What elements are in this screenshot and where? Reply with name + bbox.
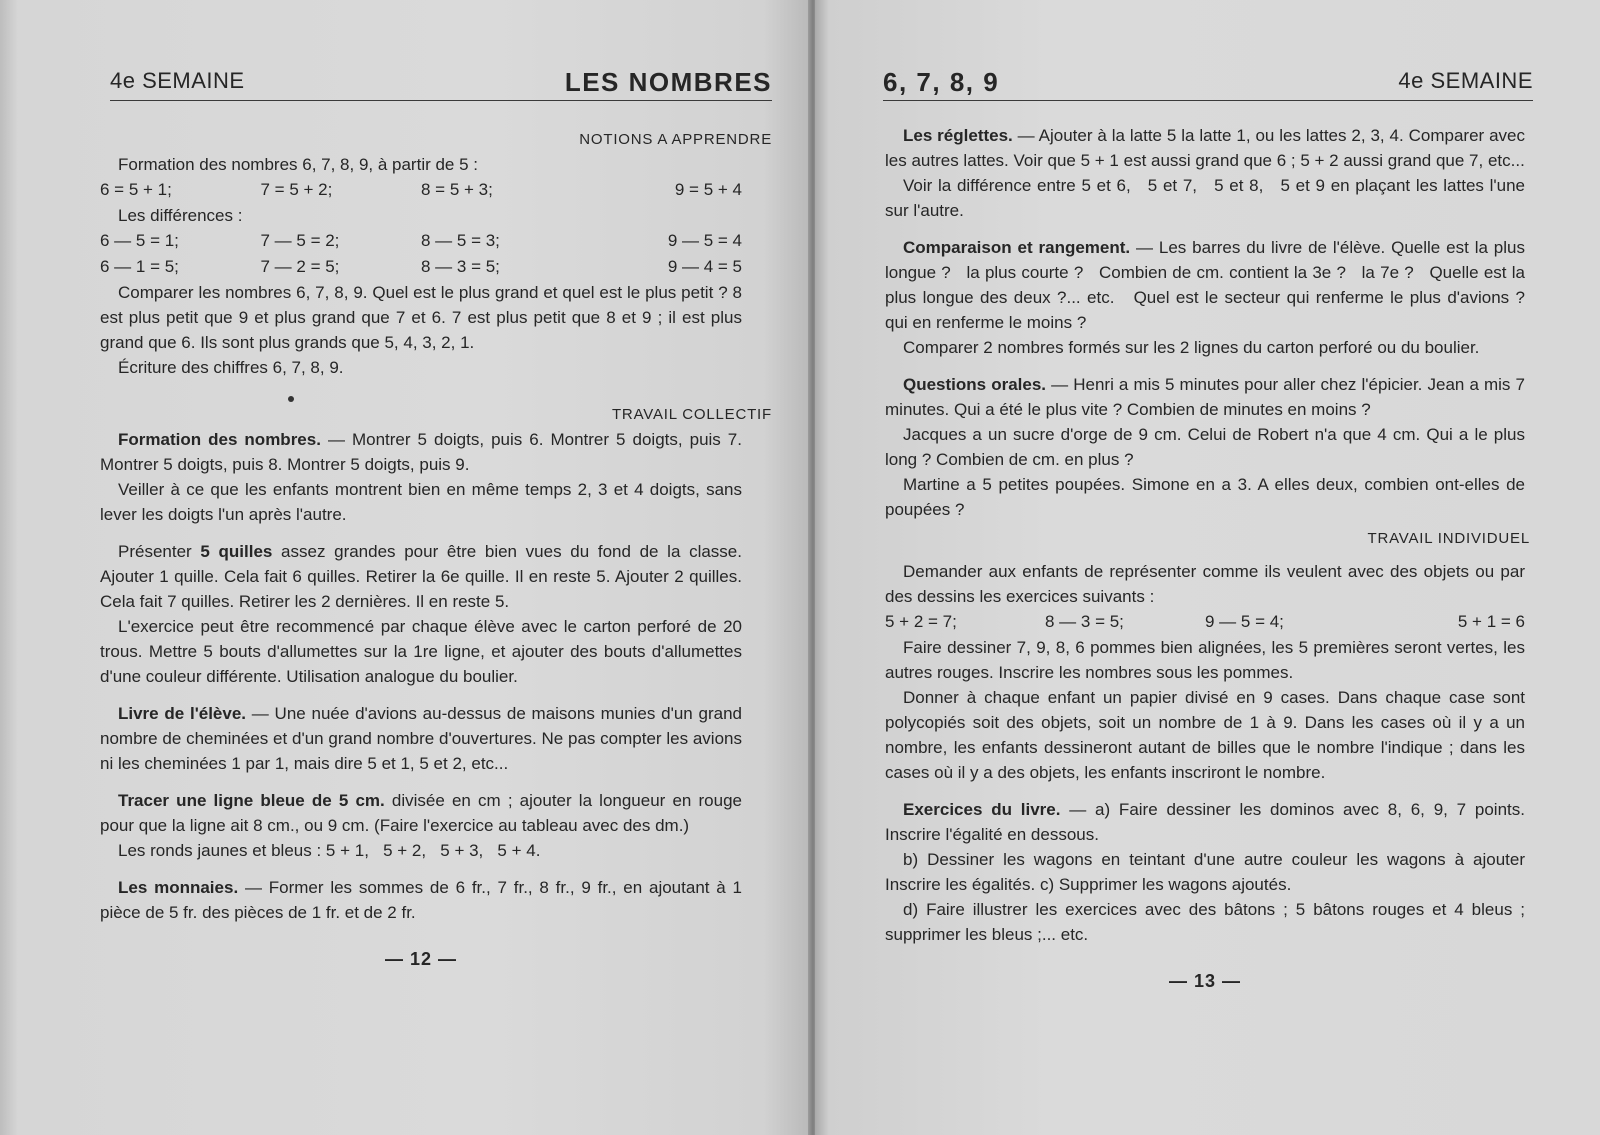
faire-paragraph: Faire dessiner 7, 9, 8, 6 pommes bien alignées, les 5 premières seront vertes, les autres rouges. Inscrire les nombres sous les pommes. [885,638,1525,682]
paragraph-lead: Formation des nombres. [118,430,321,449]
page-number: — 13 — [1168,971,1242,991]
equation: 5 + 2 = 7; [885,612,957,631]
equation: 8 — 3 = 5; [421,257,500,276]
page-title: LES NOMBRES [564,67,772,97]
page-title: 6, 7, 8, 9 [883,67,1000,97]
demander-paragraph: Demander aux enfants de représenter comme ils veulent avec des objets ou par des dessins les exercices suivants : [885,562,1525,606]
page-number: — 12 — [384,949,458,969]
right-page [815,0,1600,1135]
questions-paragraph [885,372,1525,422]
differences-row-2 [100,254,742,280]
equation: 8 — 3 = 5; [1045,612,1124,631]
exercise-equations [885,609,1525,635]
right-page-header [883,58,1533,101]
ecriture-paragraph: Écriture des chiffres 6, 7, 8, 9. [118,358,344,377]
week-label: 4e SEMAINE [110,68,245,93]
monnaies-paragraph [100,875,742,925]
equation: 7 — 2 = 5; [260,257,340,276]
differences-intro: Les différences : [118,206,243,225]
equation: 8 = 5 + 3; [421,180,493,199]
paragraph-lead: Questions orales. [903,375,1047,394]
comparer-paragraph: Comparer les nombres 6, 7, 8, 9. Quel est le plus grand et quel est le plus petit ? 8 est plus petit que 9 et plus grand que 7 et 6. 7 est plus petit que 8 et 9 ; il est plus grand que 6. Ils sont plus grands que 5, 4, 3, 2, 1. [100,283,742,352]
equation: 9 — 5 = 4; [1205,612,1284,631]
formation-paragraph [100,427,742,477]
equation: 7 — 5 = 2; [260,231,340,250]
section-label-collectif: TRAVAIL COLLECTIF [611,406,772,423]
exercices-paragraph [885,797,1525,847]
quilles-paragraph [100,539,742,614]
bullet-dot [288,396,294,402]
equation: 6 = 5 + 1; [100,180,172,199]
week-label: 4e SEMAINE [1398,68,1533,93]
paragraph-text: — Henri a mis 5 minutes pour aller chez l'épicier. Jean a mis 7 minutes. Qui a été le plus vite ? Combien de minutes en moins ? [885,375,1525,419]
livre-paragraph [100,701,742,776]
comparaison-paragraph [885,235,1540,335]
equation: 7 = 5 + 2; [260,180,333,199]
paragraph-text: — Former les sommes de 6 fr., 7 fr., 8 fr., 9 fr., en ajoutant à 1 pièce de 5 fr. des pièces de 1 fr. et de 2 fr. [100,878,742,922]
paragraph-lead: Livre de l'élève. [118,704,247,723]
paragraph-lead: Les monnaies. [118,878,239,897]
donner-paragraph: Donner à chaque enfant un papier divisé en 9 cases. Dans chaque case sont polycopiés soit des objets, soit un nombre de 1 à 9. Dans les cases où il y a un nombre, les enfants dessineront autant de billes que le nombre l'indique ; dans les cases où il y a des objets, les enfants inscriront le nombre. [885,688,1525,782]
paragraph-text: — Les barres du livre de l'élève. Quelle est la plus longue ? la plus courte ? Combien de cm. contient la 3e ? la 7e ? Quelle est la plus longue des deux ?... etc. Quel est le secteur qui renferme le plus d'avions ? qui en renferme le moins ? [885,238,1540,332]
reglettes-paragraph [885,123,1525,173]
paragraph-lead: Comparaison et rangement. [903,238,1131,257]
section-label-notions: NOTIONS A APPRENDRE [579,131,772,148]
paragraph-lead: Tracer une ligne bleue de 5 cm. [118,791,385,810]
formation-intro: Formation des nombres 6, 7, 8, 9, à partir de 5 : [118,155,479,174]
paragraph-text: Présenter [118,542,201,561]
d-paragraph: d) Faire illustrer les exercices avec des bâtons ; 5 bâtons rouges et 4 bleus ; supprimer les bleus ;... etc. [885,900,1525,944]
ronds-paragraph: Les ronds jaunes et bleus : 5 + 1, 5 + 2, 5 + 3, 5 + 4. [118,841,541,860]
paragraph-lead: 5 quilles [200,542,273,561]
section-label-individuel: TRAVAIL INDIVIDUEL [1367,530,1530,547]
equation: 5 + 1 = 6 [1457,612,1525,631]
martine-paragraph: Martine a 5 petites poupées. Simone en a 3. A elles deux, combien ont-elles de poupées ? [885,475,1525,519]
left-page-header [110,58,772,101]
jacques-paragraph: Jacques a un sucre d'orge de 9 cm. Celui de Robert n'a que 4 cm. Qui a le plus long ? Combien de cm. en plus ? [885,425,1525,469]
paragraph-text: — Une nuée d'avions au-dessus de maisons munies d'un grand nombre de cheminées et d'un grand nombre d'ouvertures. Ne pas compter les avions ni les cheminées 1 par 1, mais dire 5 et 1, 5 et 2, etc... [100,704,742,773]
equation: 8 — 5 = 3; [421,231,500,250]
voir-paragraph: Voir la différence entre 5 et 6, 5 et 7, 5 et 8, 5 et 9 en plaçant les lattes l'une sur l'autre. [885,176,1530,220]
paragraph-text: — a) Faire dessiner les dominos avec 8, 6, 9, 7 points. Inscrire l'égalité en dessous. [885,800,1525,844]
paragraph-text: — Montrer 5 doigts, puis 6. Montrer 5 doigts, puis 7. Montrer 5 doigts, puis 8. Montrer 5 doigts, puis 9. [100,430,742,474]
paragraph-text: assez grandes pour être bien vues du fond de la classe. Ajouter 1 quille. Cela fait 6 quilles. Retirer la 6e quille. Il en reste 5. Ajouter 2 quilles. Cela fait 7 quilles. Retirer les 2 dernières. Il en reste 5. [100,542,742,611]
equation: 6 — 1 = 5; [100,257,179,276]
comparer-paragraph: Comparer 2 nombres formés sur les 2 lignes du carton perforé ou du boulier. [903,338,1480,357]
exercice-paragraph: L'exercice peut être recommencé par chaque élève avec le carton perforé de 20 trous. Mettre 5 bouts d'allumettes sur la 1re ligne, et ajouter des bouts d'allumettes d'une couleur différente. Utilisation analogue du boulier. [100,617,742,686]
differences-row-1 [100,228,742,254]
paragraph-lead: Exercices du livre. [903,800,1061,819]
equation: 9 = 5 + 4 [674,180,742,199]
equation: 6 — 5 = 1; [100,231,179,250]
veiller-paragraph: Veiller à ce que les enfants montrent bien en même temps 2, 3 et 4 doigts, sans lever les doigts l'un après l'autre. [100,480,742,524]
formation-equations [100,177,742,203]
equation: 9 — 4 = 5 [667,257,742,276]
paragraph-lead: Les réglettes. [903,126,1013,145]
b-paragraph: b) Dessiner les wagons en teintant d'une autre couleur les wagons à ajouter Inscrire les égalités. c) Supprimer les wagons ajoutés. [885,850,1525,894]
equation: 9 — 5 = 4 [667,231,742,250]
paragraph-text: divisée en cm ; ajouter la longueur en rouge pour que la ligne ait 8 cm., ou 9 cm. (Faire l'exercice au tableau avec des dm.) [100,791,743,835]
paragraph-text: — Ajouter à la latte 5 la latte 1, ou les lattes 2, 3, 4. Comparer avec les autres lattes. Voir que 5 + 1 est aussi grand que 6 ; 5 + 2 aussi grand que 7, etc... [885,126,1526,170]
tracer-paragraph [100,788,742,838]
